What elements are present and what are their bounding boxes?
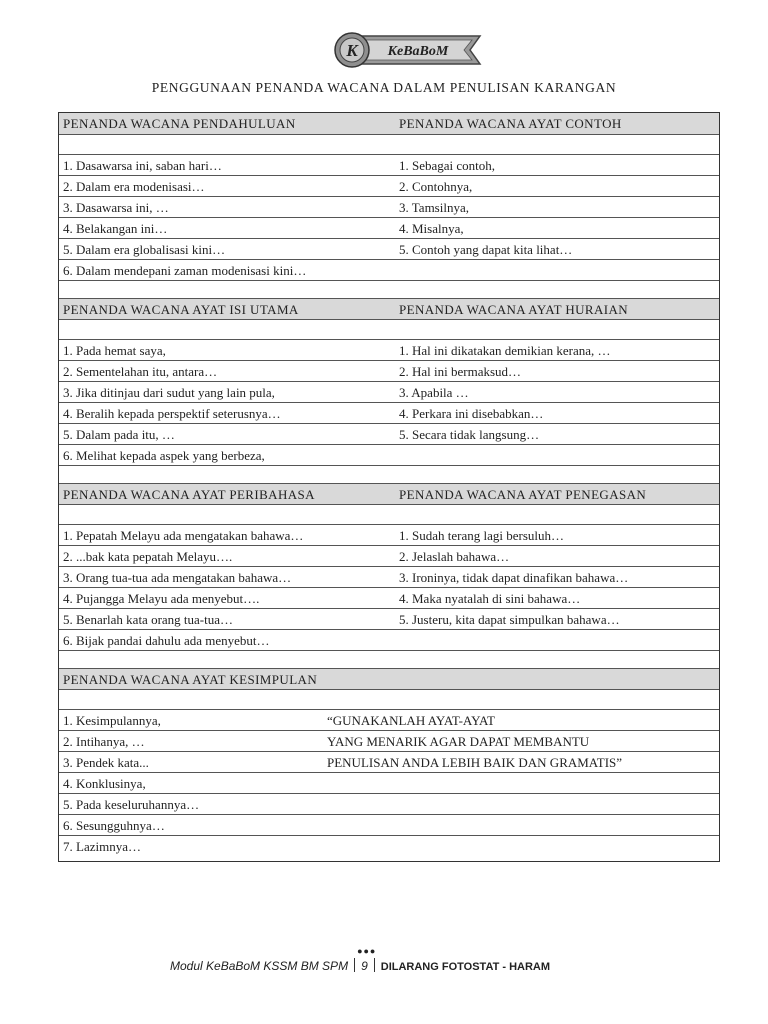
marker-left-item: 1. Pepatah Melayu ada mengatakan bahawa…	[63, 528, 304, 543]
footer-divider	[374, 958, 375, 972]
table-row	[59, 238, 719, 259]
marker-left-item: 6. Dalam mendepani zaman modenisasi kini…	[63, 263, 307, 278]
spacer-row	[59, 650, 719, 668]
marker-left-item: 3. Pendek kata...	[63, 755, 149, 770]
marker-right-item: 4. Maka nyatalah di sini bahawa…	[399, 591, 581, 606]
marker-right-item: 2. Hal ini bermaksud…	[399, 364, 522, 379]
page-title: PENGGUNAAN PENANDA WACANA DALAM PENULISAN KARANGAN	[151, 80, 617, 95]
section-heading-left: PENANDA WACANA AYAT KESIMPULAN	[63, 672, 318, 687]
marker-left-item: 4. Konklusinya,	[63, 776, 146, 791]
marker-right-item: 2. Jelaslah bahawa…	[399, 549, 510, 564]
marker-right-item: 5. Justeru, kita dapat simpulkan bahawa…	[399, 612, 620, 627]
marker-right-item: 1. Sudah terang lagi bersuluh…	[399, 528, 564, 543]
marker-right-item: 4. Perkara ini disebabkan…	[399, 406, 544, 421]
table-row	[59, 566, 719, 587]
marker-left-item: 3. Dasawarsa ini, …	[63, 200, 169, 215]
kebabom-logo	[330, 30, 490, 70]
footer-divider	[354, 958, 355, 972]
table-row	[59, 196, 719, 217]
table-row	[59, 360, 719, 381]
marker-left-item: 2. Sementelahan itu, antara…	[63, 364, 218, 379]
table-row	[59, 402, 719, 423]
quote-line: YANG MENARIK AGAR DAPAT MEMBANTU	[327, 734, 590, 749]
discourse-marker-table	[58, 112, 720, 862]
table-row	[59, 709, 719, 730]
table-row	[59, 772, 719, 793]
section-heading-right: PENANDA WACANA AYAT PENEGASAN	[399, 487, 647, 502]
table-row	[59, 259, 719, 280]
marker-left-item: 2. Intihanya, …	[63, 734, 145, 749]
table-row	[59, 524, 719, 545]
svg-text:K: K	[346, 41, 358, 60]
marker-left-item: 4. Beralih kepada perspektif seterusnya…	[63, 406, 281, 421]
table-row	[59, 545, 719, 566]
marker-left-item: 5. Dalam era globalisasi kini…	[63, 242, 226, 257]
section-heading-right: PENANDA WACANA AYAT HURAIAN	[399, 302, 629, 317]
marker-left-item: 6. Bijak pandai dahulu ada menyebut…	[63, 633, 270, 648]
marker-left-item: 7. Lazimnya…	[63, 839, 141, 854]
table-row	[59, 154, 719, 175]
page-footer	[170, 946, 551, 973]
section-heading-row	[59, 483, 719, 504]
marker-right-item: 1. Sebagai contoh,	[399, 158, 496, 173]
marker-left-item: 5. Dalam pada itu, …	[63, 427, 175, 442]
spacer-row	[59, 319, 719, 339]
footer-module: Modul KeBaBoM KSSM BM SPM	[170, 959, 349, 973]
footer-page-number: ●●● 9	[357, 946, 377, 973]
section-heading-left: PENANDA WACANA AYAT PERIBAHASA	[63, 487, 315, 502]
marker-left-item: 3. Jika ditinjau dari sudut yang lain pula,	[63, 385, 275, 400]
marker-left-item: 5. Pada keseluruhannya…	[63, 797, 200, 812]
marker-right-item: 2. Contohnya,	[399, 179, 473, 194]
table-row	[59, 730, 719, 751]
marker-left-item: 3. Orang tua-tua ada mengatakan bahawa…	[63, 570, 292, 585]
marker-left-item: 6. Sesungguhnya…	[63, 818, 165, 833]
marker-right-item: 3. Apabila …	[399, 385, 469, 400]
marker-left-item: 4. Belakangan ini…	[63, 221, 168, 236]
spacer-row	[59, 465, 719, 483]
section-heading-row	[59, 298, 719, 319]
marker-right-item: 1. Hal ini dikatakan demikian kerana, …	[399, 343, 611, 358]
marker-left-item: 6. Melihat kepada aspek yang berbeza,	[63, 448, 265, 463]
spacer-row	[59, 134, 719, 154]
marker-left-item: 2. Dalam era modenisasi…	[63, 179, 205, 194]
table-row	[59, 793, 719, 814]
spacer-row	[59, 689, 719, 709]
section-heading-left: PENANDA WACANA PENDAHULUAN	[63, 116, 296, 131]
footer-warning: DILARANG FOTOSTAT - HARAM	[380, 961, 551, 973]
table-row	[59, 444, 719, 465]
table-row	[59, 608, 719, 629]
marker-left-item: 5. Benarlah kata orang tua-tua…	[63, 612, 234, 627]
table-row	[59, 587, 719, 608]
table-row	[59, 423, 719, 444]
section-heading-row	[59, 668, 719, 689]
marker-left-item: 1. Dasawarsa ini, saban hari…	[63, 158, 222, 173]
marker-right-item: 5. Secara tidak langsung…	[399, 427, 540, 442]
section-heading-right: PENANDA WACANA AYAT CONTOH	[399, 116, 622, 131]
table-row	[59, 217, 719, 238]
table-row	[59, 751, 719, 772]
table-row	[59, 835, 719, 856]
marker-left-item: 1. Pada hemat saya,	[63, 343, 166, 358]
section-heading-row	[59, 113, 719, 134]
marker-right-item: 5. Contoh yang dapat kita lihat…	[399, 242, 573, 257]
logo-text: KeBaBoM	[387, 44, 449, 59]
table-row	[59, 814, 719, 835]
marker-left-item: 2. ...bak kata pepatah Melayu….	[63, 549, 233, 564]
spacer-row	[59, 280, 719, 298]
table-row	[59, 175, 719, 196]
marker-right-item: 3. Tamsilnya,	[399, 200, 469, 215]
table-row	[59, 339, 719, 360]
spacer-row	[59, 504, 719, 524]
marker-right-item: 3. Ironinya, tidak dapat dinafikan bahawa…	[399, 570, 629, 585]
marker-left-item: 4. Pujangga Melayu ada menyebut….	[63, 591, 260, 606]
quote-line: “GUNAKANLAH AYAT-AYAT	[327, 713, 495, 728]
table-row	[59, 381, 719, 402]
quote-line: PENULISAN ANDA LEBIH BAIK DAN GRAMATIS”	[327, 755, 623, 770]
table-row	[59, 629, 719, 650]
marker-right-item: 4. Misalnya,	[399, 221, 464, 236]
section-heading-left: PENANDA WACANA AYAT ISI UTAMA	[63, 302, 299, 317]
marker-left-item: 1. Kesimpulannya,	[63, 713, 161, 728]
dots-icon: ●●●	[357, 946, 377, 956]
